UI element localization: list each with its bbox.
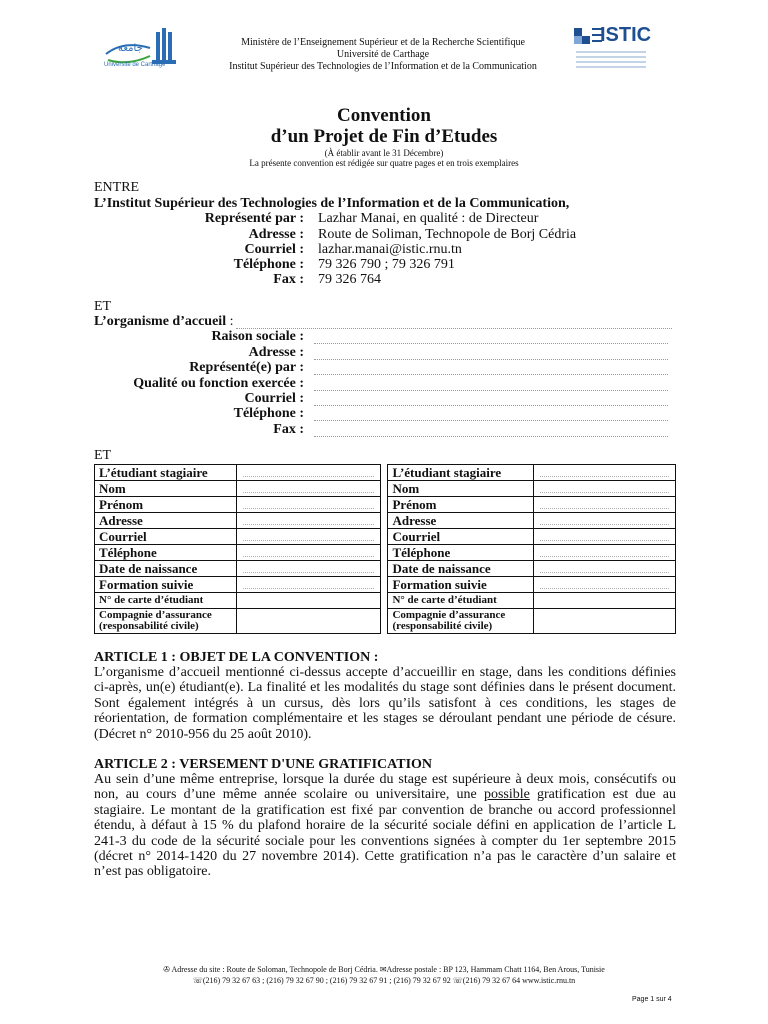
table-gap <box>380 513 388 529</box>
ministry-line: Ministère de l’Enseignement Supérieur et de la Recherche Scientifique <box>241 37 525 48</box>
host-address-label: Adresse : <box>248 345 304 360</box>
student-2-label: Formation suivie <box>388 577 534 593</box>
table-row <box>95 577 676 593</box>
table-gap <box>380 561 388 577</box>
table-row <box>95 609 676 634</box>
table-gap <box>380 465 388 481</box>
table-row <box>95 545 676 561</box>
student-1-field[interactable] <box>236 481 380 497</box>
host-phone-label: Téléphone : <box>233 406 304 421</box>
institute-name: L’Institut Supérieur des Technologies de l’Information et de la Communication, <box>94 196 570 211</box>
table-row <box>95 529 676 545</box>
document-subtitle: d’un Projet de Fin d’Etudes <box>270 126 498 147</box>
article-1-line: ci-après, un(e) étudiant(e). La finalité et les modalités du stage sont définies dans le présent document. <box>94 680 676 696</box>
phone-label: Téléphone : <box>233 257 304 272</box>
student-1-label: Adresse <box>95 513 237 529</box>
istic-logo-text: ISTIC <box>600 24 652 46</box>
istic-logo <box>572 24 652 70</box>
host-org-heading <box>94 314 233 329</box>
student-2-label: Téléphone <box>388 545 534 561</box>
student-2-field[interactable] <box>534 577 676 593</box>
article-2-line: n’est pas obligatoire. <box>94 864 212 880</box>
table-gap <box>380 529 388 545</box>
student-2-label: N° de carte d’étudiant <box>388 593 534 609</box>
address-label: Adresse : <box>248 227 304 242</box>
student-2-field[interactable] <box>534 513 676 529</box>
student-1-label: L’étudiant stagiaire <box>95 465 237 481</box>
table-row <box>95 513 676 529</box>
student-2-label: Compagnie d’assurance (responsabilité civile) <box>388 609 534 634</box>
phone-value: 79 326 790 ; 79 326 791 <box>318 257 455 272</box>
students-table <box>94 464 676 634</box>
student-1-field[interactable] <box>236 529 380 545</box>
student-1-field[interactable] <box>236 577 380 593</box>
article-2-line-2 <box>94 787 676 802</box>
article-1-line: réorientation, de formation complémentaire et les stages se déroulant pendant une période de césure. <box>94 711 676 727</box>
student-1-field[interactable] <box>236 545 380 561</box>
table-row <box>95 497 676 513</box>
footer-address: ✇ Adresse du site : Route de Soloman, Technopole de Borj Cédria. ✉Adresse postale : BP 123, Hammam Chatt 1164, Ben Arous, Tunisie <box>163 965 605 974</box>
student-1-label: Prénom <box>95 497 237 513</box>
host-represented-field[interactable] <box>314 366 668 375</box>
student-1-field[interactable] <box>236 593 380 609</box>
table-gap <box>380 593 388 609</box>
host-address-field[interactable] <box>314 351 668 360</box>
article-2-heading: ARTICLE 2 : VERSEMENT D'UNE GRATIFICATION <box>94 757 433 772</box>
host-email-field[interactable] <box>314 397 668 406</box>
possible-word: possible <box>483 787 530 803</box>
student-2-field[interactable] <box>534 545 676 561</box>
article-2-text: gratification est due au <box>529 787 676 803</box>
host-function-label: Qualité ou fonction exercée : <box>133 376 304 391</box>
svg-text:جامعة: جامعة <box>118 43 143 54</box>
footer <box>0 964 768 986</box>
student-2-label: Prénom <box>388 497 534 513</box>
student-2-field[interactable] <box>534 561 676 577</box>
header-lines <box>200 37 566 73</box>
student-1-label: Courriel <box>95 529 237 545</box>
document-title: Convention <box>337 105 431 126</box>
student-1-field[interactable] <box>236 465 380 481</box>
table-row <box>95 465 676 481</box>
article-2-line: (décret n° 2014-1420 du 27 novembre 2014). Cette gratification n’a pas le caractère d’un salaire et <box>94 849 676 865</box>
table-gap <box>380 481 388 497</box>
fax-label: Fax : <box>273 272 304 287</box>
host-email-label: Courriel : <box>244 391 304 406</box>
deadline-note: (À établir avant le 31 Décembre) <box>324 148 444 158</box>
table-row <box>95 481 676 497</box>
table-gap <box>380 545 388 561</box>
article-1-line: Sont également intégrés à un cursus, dès lors qu’ils satisfont à ces conditions, les stages de <box>94 695 676 711</box>
host-org-field[interactable] <box>236 320 672 329</box>
table-gap <box>380 609 388 634</box>
table-row <box>95 593 676 609</box>
student-1-field[interactable] <box>236 497 380 513</box>
student-2-label: L’étudiant stagiaire <box>388 465 534 481</box>
student-1-field[interactable] <box>236 513 380 529</box>
address-value: Route de Soliman, Technopole de Borj Cédria <box>318 227 577 242</box>
student-2-field[interactable] <box>534 593 676 609</box>
table-gap <box>380 577 388 593</box>
student-1-field[interactable] <box>236 561 380 577</box>
student-2-field[interactable] <box>534 497 676 513</box>
article-1-body <box>94 665 676 742</box>
article-2-line: étendu, à défaut à 15 % du plafond horaire de la sécurité sociale défini en application de l’article L <box>94 818 676 834</box>
host-represented-label: Représenté(e) par : <box>189 360 304 375</box>
student-1-label: Téléphone <box>95 545 237 561</box>
et-label-2: ET <box>94 299 112 314</box>
email-label: Courriel : <box>244 242 304 257</box>
host-phone-field[interactable] <box>314 412 668 421</box>
host-function-field[interactable] <box>314 382 668 391</box>
student-1-label: N° de carte d’étudiant <box>95 593 237 609</box>
company-name-field[interactable] <box>314 335 668 344</box>
university-line: Université de Carthage <box>336 49 430 60</box>
host-fax-field[interactable] <box>314 428 668 437</box>
article-2-line: stagiaire. Le montant de la gratification est fixé par convention de branche ou accord professionnel <box>94 802 676 818</box>
article-2-text: non, au cours d’une même année scolaire ou universitaire, une <box>94 787 484 803</box>
article-2-body <box>94 772 676 880</box>
student-2-label: Adresse <box>388 513 534 529</box>
page-number: Page 1 sur 4 <box>632 996 672 1003</box>
article-1-heading: ARTICLE 1 : OBJET DE LA CONVENTION : <box>94 650 379 665</box>
article-2-line: Au sein d’une même entreprise, lorsque la durée du stage est supérieure à deux mois, consécutifs ou <box>94 772 676 787</box>
article-1-line: L’organisme d’accueil mentionné ci-dessus accepte d’accueillir en stage, dans les conditions définies <box>94 665 676 680</box>
article-1-line: (Décret n° 2010-956 du 25 août 2010). <box>94 726 312 742</box>
student-2-label: Date de naissance <box>388 561 534 577</box>
student-2-label: Nom <box>388 481 534 497</box>
student-1-label: Compagnie d’assurance (responsabilité civile) <box>95 609 237 634</box>
student-2-field[interactable] <box>534 529 676 545</box>
host-org-colon: : <box>226 314 234 329</box>
copies-note: La présente convention est rédigée sur quatre pages et en trois exemplaires <box>249 158 519 168</box>
table-gap <box>380 497 388 513</box>
email-value: lazhar.manai@istic.rnu.tn <box>318 242 462 257</box>
table-row <box>95 561 676 577</box>
represented-by-label: Représenté par : <box>204 211 304 226</box>
fax-value: 79 326 764 <box>318 272 381 287</box>
institute-line: Institut Supérieur des Technologies de l’Information et de la Communication <box>229 61 537 72</box>
student-2-field[interactable] <box>534 481 676 497</box>
footer-contacts: ☏(216) 79 32 67 63 ; (216) 79 32 67 90 ; (216) 79 32 67 91 ; (216) 79 32 67 92 ☏(216) 79 32 67 64 www.istic.rnu.tn <box>192 976 576 985</box>
student-2-label: Courriel <box>388 529 534 545</box>
student-1-label: Date de naissance <box>95 561 237 577</box>
student-1-label: Formation suivie <box>95 577 237 593</box>
host-org-title: L’organisme d’accueil <box>94 314 227 329</box>
student-1-label: Nom <box>95 481 237 497</box>
article-2-line: 241-3 du code de la sécurité sociale pour les conventions signées à compter du 1er septembre 2015 <box>94 833 676 849</box>
student-2-field[interactable] <box>534 465 676 481</box>
university-logo <box>100 26 182 76</box>
represented-by-value: Lazhar Manai, en qualité : de Directeur <box>318 211 539 226</box>
student-2-field[interactable] <box>534 609 676 634</box>
company-name-label: Raison sociale : <box>211 329 304 344</box>
university-logo-text: Université de Carthage <box>104 62 166 68</box>
student-1-field[interactable] <box>236 609 380 634</box>
entre-label: ENTRE <box>94 180 140 195</box>
host-fax-label: Fax : <box>273 422 304 437</box>
et-label-3: ET <box>94 448 112 463</box>
